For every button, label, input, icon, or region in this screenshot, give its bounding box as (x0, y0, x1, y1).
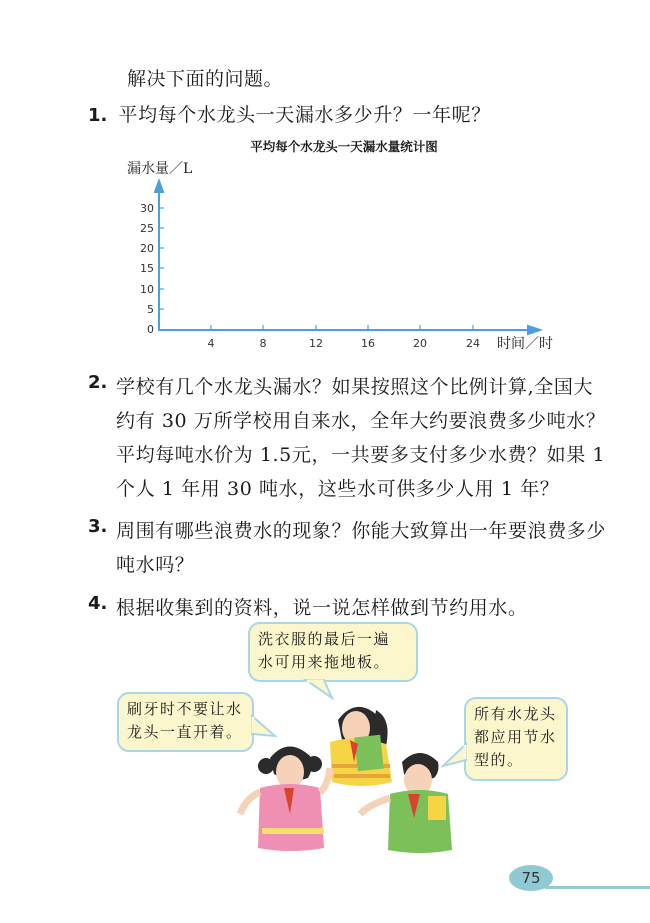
x-tick-16: 16 (361, 337, 375, 350)
children-illustration (230, 680, 470, 860)
bubble-line: 洗衣服的最后一遍 (258, 630, 391, 648)
x-tick-4: 4 (207, 337, 215, 350)
chart-title: 平均每个水龙头一天漏水量统计图 (250, 139, 438, 154)
question-number: 1. (88, 105, 108, 126)
chart-axes (0, 0, 650, 360)
bubble-line: 刷牙时不要让水 (127, 700, 243, 718)
x-axis-label: 时间／时 (497, 336, 553, 352)
question-2 (88, 372, 107, 393)
question-text-line: 约有 30 万所学校用自来水，全年大约要浪费多少吨水？ (116, 410, 606, 432)
bubble-line: 龙头一直开着。 (127, 723, 243, 741)
x-tick-24: 24 (466, 337, 480, 350)
y-tick-30: 30 (140, 202, 154, 215)
question-4 (88, 593, 107, 614)
bubble-line: 水可用来拖地板。 (258, 653, 391, 671)
x-tick-20: 20 (413, 337, 427, 350)
x-tick-8: 8 (259, 337, 267, 350)
intro-text: 解决下面的问题。 (127, 68, 284, 90)
page-footer-line (545, 886, 650, 889)
question-text-line: 周围有哪些浪费水的现象？你能大致算出一年要浪费多少 (116, 520, 607, 542)
question-text-line: 平均每吨水价为 1.5元，一共要多支付多少水费？如果 1 (116, 444, 606, 466)
y-axis-label: 漏水量／L (127, 161, 193, 177)
question-text-line: 个人 1 年用 30 吨水，这些水可供多少人用 1 年？ (116, 478, 560, 500)
y-tick-15: 15 (140, 262, 154, 275)
y-tick-0: 0 (147, 323, 154, 336)
question-3 (88, 516, 107, 537)
question-text-line: 学校有几个水龙头漏水？如果按照这个比例计算,全国大 (116, 376, 594, 398)
question-number: 2. (88, 372, 108, 393)
x-tick-12: 12 (309, 337, 323, 350)
question-number: 4. (88, 593, 108, 614)
speech-bubble-right (464, 697, 568, 781)
girl-yellow-figure (330, 707, 392, 786)
speech-bubble-top (248, 622, 418, 682)
y-tick-5: 5 (147, 303, 154, 316)
question-text-line: 根据收集到的资料，说一说怎样做到节约用水。 (116, 597, 528, 619)
bubble-line: 型的。 (474, 751, 524, 769)
bubble-line: 所有水龙头 (474, 705, 557, 723)
girl-pink-figure (240, 746, 330, 851)
bubble-line: 都应用节水 (474, 728, 557, 746)
question-text: 平均每个水龙头一天漏水多少升？一年呢？ (118, 104, 491, 126)
question-text-line: 吨水吗？ (116, 554, 195, 576)
y-tick-10: 10 (140, 283, 154, 296)
y-tick-25: 25 (140, 222, 154, 235)
question-number: 3. (88, 516, 108, 537)
y-tick-20: 20 (140, 242, 154, 255)
page-number: 75 (509, 865, 553, 891)
